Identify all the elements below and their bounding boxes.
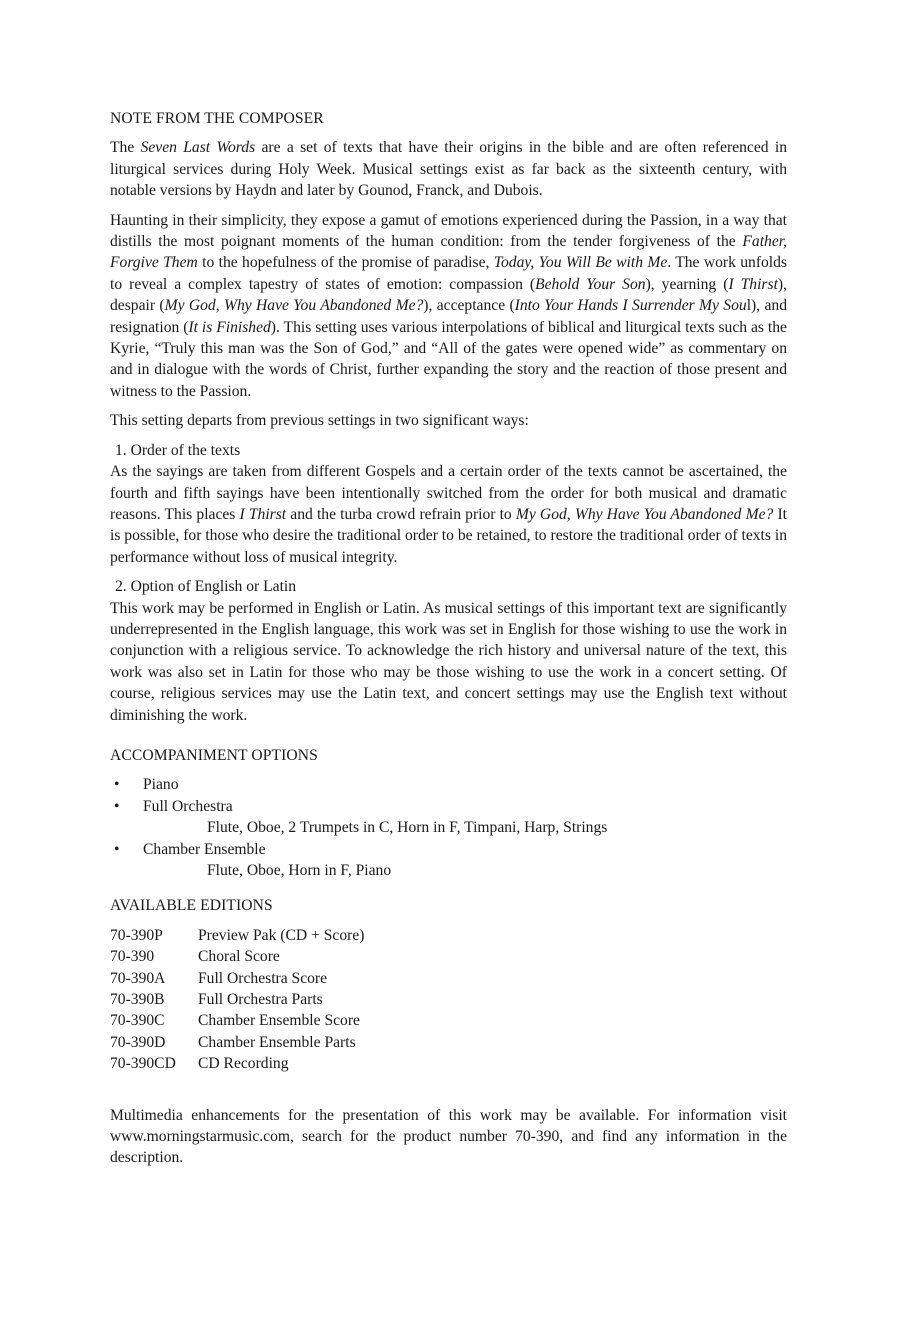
italic-title: My God, Why Have You Abandoned Me? [164,297,424,315]
accompaniment-heading: ACCOMPANIMENT OPTIONS [110,746,318,764]
accompaniment-option [110,839,787,882]
accompaniment-option [110,774,787,795]
accompaniment-option [110,796,787,839]
edition-title: Full Orchestra Parts [198,991,323,1009]
edition-code: 70-390B [110,991,165,1009]
edition-code: 70-390C [110,1012,165,1030]
italic-title: Into Your Hands I Surrender My Sou [514,297,747,315]
editions-table [110,925,364,1075]
edition-row [110,925,364,946]
italic-title: It is Finished [188,318,271,336]
bullet-icon: • [114,840,120,858]
edition-code: 70-390CD [110,1055,176,1073]
accompaniment-list [110,774,787,881]
option-name: Chamber Ensemble [143,840,266,858]
edition-row [110,946,364,967]
editions-heading: AVAILABLE EDITIONS [110,897,273,915]
bullet-icon: • [114,776,120,794]
edition-code: 70-390 [110,948,155,966]
bullet-icon: • [114,797,120,815]
note-heading: NOTE FROM THE COMPOSER [110,110,324,127]
edition-title: Chamber Ensemble Score [198,1012,360,1030]
option-detail: Flute, Oboe, Horn in F, Piano [207,862,392,879]
item-1-body: As the sayings are taken from different Gospels and a certain order of the texts cannot be ascertained, the fourth and fifth sayings have been intentionally switched from the order for both musical and dramatic reasons. This places I Thirst and the turba crowd refrain prior to My God, Why Have You Abandoned Me? It is possible, for those who desire the traditional order to be retained, to restore the traditional order of texts in performance without loss of musical integrity. [110,463,787,566]
item-2-title: 2. Option of English or Latin [115,578,297,596]
option-name: Piano [143,776,179,794]
edition-code: 70-390A [110,969,166,987]
multimedia-note: Multimedia enhancements for the presentation of this work may be available. For information visit www.morningstarmusic.com, search for the product number 70-390, and find any information in the description. [110,1106,787,1167]
italic-title: Behold Your Son [535,275,646,293]
edition-row [110,968,364,989]
note-paragraph-3: This setting departs from previous settings in two significant ways: [110,412,529,430]
option-name: Full Orchestra [143,797,233,815]
edition-code: 70-390D [110,1033,166,1051]
italic-title: Today, You Will Be with Me [493,254,668,272]
edition-row [110,989,364,1010]
edition-code: 70-390P [110,926,163,944]
note-paragraph-1: The Seven Last Words are a set of texts that have their origins in the bible and are often referenced in liturgical services during Holy Week. Musical settings exist as far back as the sixteenth century, with notable versions by Haydn and later by Gounod, Franck, and Dubois. [110,139,787,200]
italic-title: I Thirst [239,505,287,523]
edition-title: Choral Score [198,948,280,966]
item-2-body: This work may be performed in English or Latin. As musical settings of this important text are significantly underrepresented in the English language, this work was set in English for those wishing to use the work in conjunction with a religious service. To acknowledge the rich history and universal nature of the text, this work was also set in Latin for those who may be those wishing to use the work in a concert setting. Of course, religious services may use the Latin text, and concert settings may use the English text without diminishing the work. [110,599,787,724]
edition-title: Preview Pak (CD + Score) [198,926,365,944]
edition-row [110,1053,364,1074]
edition-row [110,1032,364,1053]
edition-title: CD Recording [198,1055,289,1073]
edition-title: Chamber Ensemble Parts [198,1033,356,1051]
italic-title: I Thirst [728,275,778,293]
italic-title: Seven Last Words [140,139,256,157]
note-paragraph-2: Haunting in their simplicity, they expose a gamut of emotions experienced during the Passion, in a way that distills the most poignant moments of the human condition: from the tender forgiveness of the Father, Forgive Them to the hopefulness of the promise of paradise, Today, You Will Be with Me. The work unfolds to reveal a complex tapestry of states of emotion: compassion (Behold Your Son), yearning (I Thirst), despair (My God, Why Have You Abandoned Me?), acceptance (Into Your Hands I Surrender My Soul), and resignation (It is Finished). This setting uses various interpolations of biblical and liturgical texts such as the Kyrie, “Truly this man was the Son of God,” and “All of the gates were opened wide” as commentary on and in dialogue with the words of Christ, further expanding the story and the reaction of those present and witness to the Passion. [110,211,788,400]
document-page [110,108,787,1169]
edition-row [110,1010,364,1031]
italic-title: My God, Why Have You Abandoned Me? [515,505,774,523]
edition-title: Full Orchestra Score [198,969,328,987]
item-1-title: 1. Order of the texts [115,441,241,459]
option-detail: Flute, Oboe, 2 Trumpets in C, Horn in F, Timpani, Harp, Strings [207,819,608,837]
italic-title: Father, Forgive Them [110,233,787,272]
